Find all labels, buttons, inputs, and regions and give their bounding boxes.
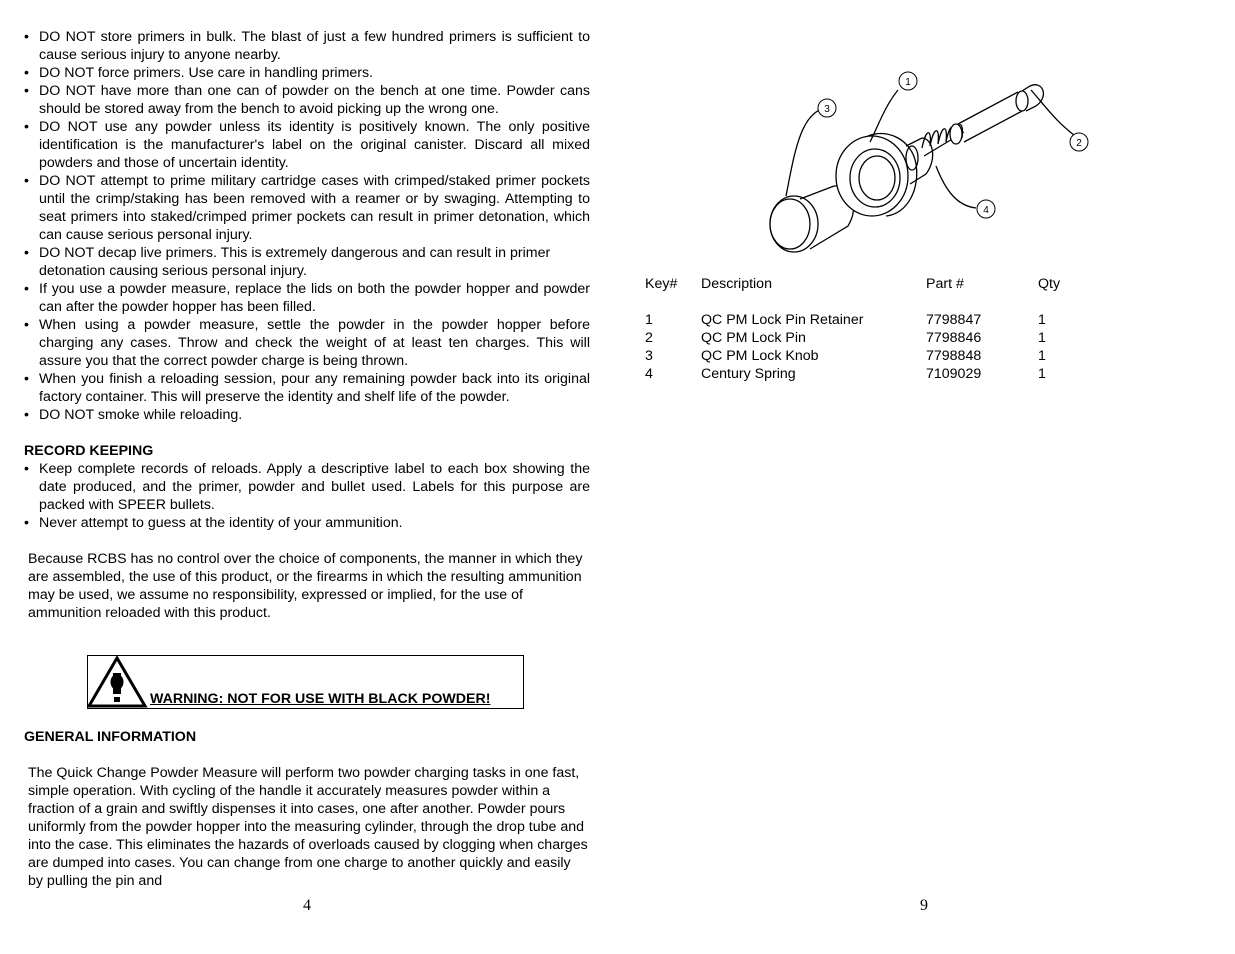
- disclaimer-paragraph: Because RCBS has no control over the choice of components, the manner in which they are assembled, the use of this product, or the firearms in which the resulting ammunition may be used, we assume no responsibility, expressed or implied, for the use of ammunition reloaded with this product.: [28, 551, 583, 621]
- bullet-item: • DO NOT force primers. Use care in handling primers.: [24, 64, 590, 82]
- header-description: Description: [701, 276, 772, 292]
- page-number-left: 4: [303, 897, 311, 914]
- cell-qty: 1: [1038, 312, 1046, 328]
- bullet-item: • If you use a powder measure, replace the lids on both the powder hopper and powder can after the powder hopper has been filled.: [24, 280, 590, 316]
- warning-triangle-icon: [88, 656, 148, 708]
- cell-part-number: 7798847: [926, 312, 982, 328]
- cell-part-number: 7798848: [926, 348, 982, 364]
- cell-description: QC PM Lock Pin Retainer: [701, 312, 864, 328]
- bullet-item: • DO NOT attempt to prime military cartridge cases with crimped/staked primer pockets until the crimp/staking has been removed with a reamer or by swaging. Attempting to seat primers into staked/crimped primer pockets can result in primer detonation, which can cause serious personal injury.: [24, 172, 590, 244]
- cell-description: QC PM Lock Knob: [701, 348, 819, 364]
- bullet-item: • Keep complete records of reloads. Apply a descriptive label to each box showing the date produced, and the primer, powder and bullet used. Labels for this purpose are packed with SPEER bullets.: [24, 460, 590, 514]
- cell-key: 1: [645, 312, 653, 328]
- cell-description: Century Spring: [701, 366, 796, 382]
- cell-part-number: 7798846: [926, 330, 982, 346]
- safety-bullet-list: [24, 28, 590, 424]
- general-information-paragraph: The Quick Change Powder Measure will perform two powder charging tasks in one fast, simple operation. With cycling of the handle it accurately measures powder within a fraction of a grain and swiftly dispenses it into cases, one after another. Powder pours uniformly from the powder hopper into the measuring cylinder, through the drop tube and into the case. This eliminates the hazards of overloads caused by clogging when charges are dumped into cases. You can change from one charge to another quickly and easily by pulling the pin and: [28, 765, 588, 889]
- bullet-item: • DO NOT store primers in bulk. The blast of just a few hundred primers is sufficient to cause serious injury to anyone nearby.: [24, 28, 590, 64]
- cell-key: 3: [645, 348, 653, 364]
- callout-2-label: 2: [1076, 138, 1082, 149]
- cell-key: 4: [645, 366, 653, 382]
- general-information-heading: GENERAL INFORMATION: [24, 729, 197, 745]
- bullet-item: • Never attempt to guess at the identity of your ammunition.: [24, 514, 590, 532]
- record-keeping-list: [24, 460, 590, 532]
- bullet-item: • DO NOT have more than one can of powder on the bench at one time. Powder cans should be stored away from the bench to avoid picking up the wrong one.: [24, 82, 590, 118]
- callout-4-label: 4: [983, 205, 989, 216]
- bullet-item: • When using a powder measure, settle the powder in the powder hopper before charging any cases. Throw and check the weight of at least ten charges. This will assure you that the correct powder charge is being thrown.: [24, 316, 590, 370]
- cell-part-number: 7109029: [926, 366, 982, 382]
- warning-box: [87, 655, 524, 709]
- page-number-right: 9: [920, 897, 928, 914]
- cell-description: QC PM Lock Pin: [701, 330, 806, 346]
- header-part-number: Part #: [926, 276, 964, 292]
- cell-key: 2: [645, 330, 653, 346]
- bullet-item: • DO NOT use any powder unless its identity is positively known. The only positive identification is the manufacturer's label on the original canister. Discard all mixed powders and those of uncertain identity.: [24, 118, 590, 172]
- record-keeping-heading: RECORD KEEPING: [24, 443, 154, 459]
- lock-pin-assembly-diagram: [760, 66, 1100, 261]
- cell-qty: 1: [1038, 348, 1046, 364]
- callout-3-label: 3: [824, 104, 830, 115]
- cell-qty: 1: [1038, 366, 1046, 382]
- bullet-item: • When you finish a reloading session, pour any remaining powder back into its original factory container. This will preserve the identity and shelf life of the powder.: [24, 370, 590, 406]
- header-key: Key#: [645, 276, 678, 292]
- cell-qty: 1: [1038, 330, 1046, 346]
- header-qty: Qty: [1038, 276, 1061, 292]
- bullet-item: • DO NOT decap live primers. This is extremely dangerous and can result in primer detonation causing serious personal injury.: [24, 244, 590, 280]
- callout-1-label: 1: [905, 77, 911, 88]
- left-page: [24, 28, 590, 622]
- bullet-item: • DO NOT smoke while reloading.: [24, 406, 590, 424]
- warning-text: WARNING: NOT FOR USE WITH BLACK POWDER!: [150, 691, 491, 707]
